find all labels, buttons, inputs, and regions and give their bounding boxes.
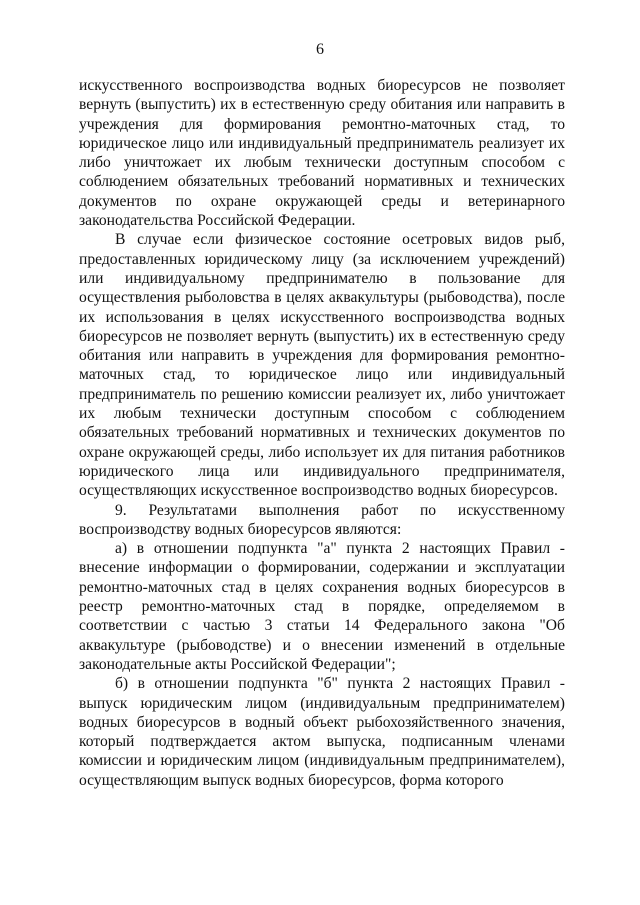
paragraph-sturgeon-condition: В случае если физическое состояние осетровых видов рыб, предоставленных юридическому лицу (за исключением учреждений) или индивидуальному предпринимателю в пользование для осуществления рыболовства в целях аквакультуры (рыбоводства), после их использования в целях искусственного воспроизводства водных биоресурсов не позволяет вернуть (выпустить) их в естественную среду обитания или направить в учреждения для формирования ремонтно-маточных стад, то юридическое лицо или индивидуальный предприниматель по решению комиссии реализует их, либо уничтожает их любым технически доступным способом с соблюдением обязательных требований нормативных и технических документов по охране окружающей среды, либо использует их для питания работников юридического лица или индивидуального предпринимателя, осуществляющих искусственное воспроизводство водных биоресурсов. xyxy=(79,231,565,500)
page-number: 6 xyxy=(316,41,324,58)
paragraph-subitem-b: б) в отношении подпункта "б" пункта 2 настоящих Правил - выпуск юридическим лицом (индивидуальным предпринимателем) водных биоресурсов в водный объект рыбохозяйственного значения, который подтверждается актом выпуска, подписанным членами комиссии и юридическим лицом (индивидуальным предпринимателем), осуществляющим выпуск водных биоресурсов, форма которого xyxy=(79,675,565,789)
paragraph-continuation: искусственного воспроизводства водных биоресурсов не позволяет вернуть (выпустить) их в естественную среду обитания или направить в учреждения для формирования ремонтно-маточных стад, то юридическое лицо или индивидуальный предприниматель реализует их либо уничтожает их любым технически доступным способом с соблюдением обязательных требований нормативных и технических документов по охране окружающей среды и ветеринарного законодательства Российской Федерации. xyxy=(79,77,565,230)
paragraph-subitem-a: а) в отношении подпункта "а" пункта 2 настоящих Правил - внесение информации о формировании, содержании и эксплуатации ремонтно-маточных стад в целях сохранения водных биоресурсов в реестр ремонтно-маточных стад в порядке, определяемом в соответствии с частью 3 статьи 14 Федерального закона "Об аквакультуре (рыбоводстве) и о внесении изменений в отдельные законодательные акты Российской Федерации"; xyxy=(79,540,565,673)
document-body xyxy=(79,76,565,790)
paragraph-item-9: 9. Результатами выполнения работ по искусственному воспроизводству водных биоресурсов являются: xyxy=(79,501,565,538)
